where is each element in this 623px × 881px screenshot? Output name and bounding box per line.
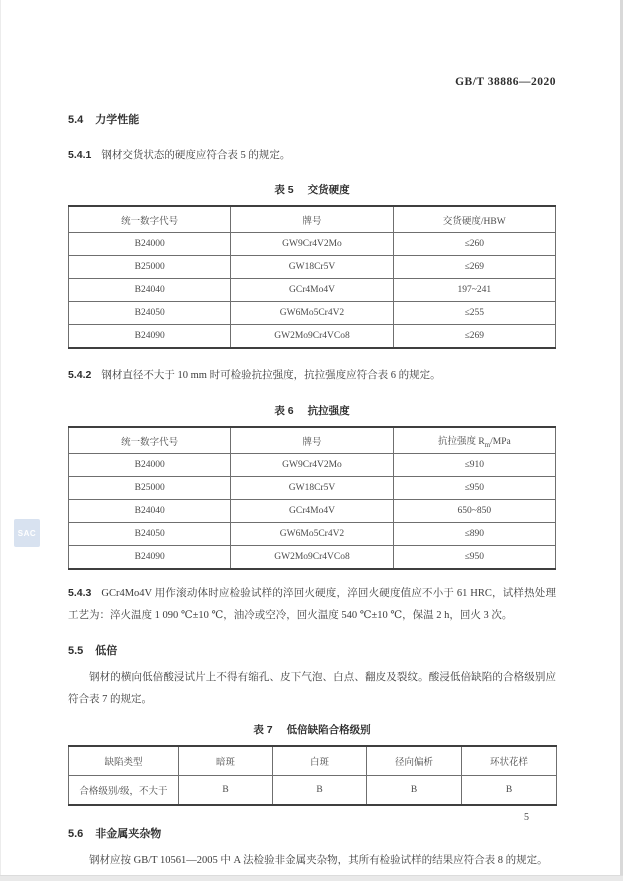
table-caption-title: 交货硬度 bbox=[307, 184, 350, 196]
paragraph-5-6: 钢材应按 GB/T 10561—2005 中 A 法检验非金属夹杂物，其所有检验试样的结果应符合表 8 的规定。 bbox=[89, 855, 548, 866]
table-delivery-hardness bbox=[68, 205, 556, 349]
table-header-row bbox=[69, 206, 556, 233]
table-row bbox=[69, 302, 556, 325]
table-caption-label: 表 5 bbox=[274, 184, 294, 196]
cell-value: ≤269 bbox=[393, 256, 555, 279]
clause-5-4-1 bbox=[68, 144, 556, 167]
table-row bbox=[69, 776, 557, 806]
cell-code: B24050 bbox=[69, 302, 231, 325]
cell-grade: GW9Cr4V2Mo bbox=[231, 233, 393, 256]
cell-code: B24000 bbox=[69, 233, 231, 256]
table-caption-label: 表 6 bbox=[274, 405, 294, 417]
table7-caption bbox=[68, 722, 556, 737]
clause-5-4-2 bbox=[68, 364, 556, 387]
cell-value: ≤950 bbox=[393, 477, 555, 500]
table6-caption bbox=[68, 403, 556, 418]
clause-number: 5.4.3 bbox=[68, 587, 92, 599]
cell-code: B24090 bbox=[69, 546, 231, 570]
column-header: 暗斑 bbox=[179, 746, 273, 776]
table-caption-label: 表 7 bbox=[253, 724, 273, 736]
cell-grade: GW18Cr5V bbox=[231, 256, 393, 279]
section-number: 5.4 bbox=[68, 114, 84, 126]
table5-caption bbox=[68, 182, 556, 197]
cell-value: ≤950 bbox=[393, 546, 555, 570]
cell-code: B24000 bbox=[69, 454, 231, 477]
clause-5-4-3 bbox=[68, 582, 556, 627]
cell-value: B bbox=[367, 776, 462, 806]
table-macrostructure-defects bbox=[68, 745, 557, 806]
column-header: 统一数字代号 bbox=[69, 427, 231, 454]
table-tensile-strength bbox=[68, 426, 556, 570]
table-row bbox=[69, 477, 556, 500]
cell-grade: GW18Cr5V bbox=[231, 477, 393, 500]
cell-code: B24050 bbox=[69, 523, 231, 546]
scan-edge-bottom bbox=[0, 875, 623, 881]
table-row bbox=[69, 233, 556, 256]
column-header: 径向偏析 bbox=[367, 746, 462, 776]
cell-grade: GCr4Mo4V bbox=[231, 500, 393, 523]
cell-code: B24040 bbox=[69, 279, 231, 302]
column-header: 交货硬度/HBW bbox=[393, 206, 555, 233]
strength-header-sub: m bbox=[484, 440, 491, 449]
clause-number: 5.4.2 bbox=[68, 369, 92, 381]
cell-value: ≤260 bbox=[393, 233, 555, 256]
table-caption-title: 抗拉强度 bbox=[307, 405, 350, 417]
cell-value: 650~850 bbox=[393, 500, 555, 523]
strength-header-post: /MPa bbox=[490, 436, 511, 447]
page-content bbox=[68, 0, 556, 872]
section-heading-5-4 bbox=[68, 111, 556, 127]
sac-watermark-badge bbox=[14, 519, 40, 547]
paragraph-5-5: 钢材的横向低倍酸浸试片上不得有缩孔、皮下气泡、白点、翻皮及裂纹。酸浸低倍缺陷的合格级别应符合表 7 的规定。 bbox=[68, 672, 556, 705]
sac-watermark-text: SAC bbox=[17, 528, 37, 538]
section-heading-5-6 bbox=[68, 825, 556, 841]
cell-grade: GCr4Mo4V bbox=[231, 279, 393, 302]
table-row bbox=[69, 500, 556, 523]
cell-value: ≤910 bbox=[393, 454, 555, 477]
table-row bbox=[69, 256, 556, 279]
column-header: 统一数字代号 bbox=[69, 206, 231, 233]
section-title: 低倍 bbox=[95, 645, 118, 657]
standard-number-header: GB/T 38886—2020 bbox=[455, 76, 556, 88]
column-header: 环状花样 bbox=[462, 746, 557, 776]
strength-header-pre: 抗拉强度 R bbox=[437, 436, 485, 447]
column-header: 牌号 bbox=[231, 427, 393, 454]
cell-value: ≤269 bbox=[393, 325, 555, 349]
cell-value: ≤890 bbox=[393, 523, 555, 546]
cell-grade: GW9Cr4V2Mo bbox=[231, 454, 393, 477]
table-row bbox=[69, 325, 556, 349]
section-title: 力学性能 bbox=[95, 114, 140, 126]
cell-grade: GW2Mo9Cr4VCo8 bbox=[231, 546, 393, 570]
cell-grade: GW2Mo9Cr4VCo8 bbox=[231, 325, 393, 349]
scan-edge-left bbox=[0, 0, 1, 881]
clause-text: 钢材直径不大于 10 mm 时可检验抗拉强度，抗拉强度应符合表 6 的规定。 bbox=[101, 370, 441, 381]
table-header-row bbox=[69, 427, 556, 454]
cell-value: B bbox=[462, 776, 557, 806]
cell-row-label: 合格级别/级，不大于 bbox=[69, 776, 179, 806]
clause-text: GCr4Mo4V 用作滚动体时应检验试样的淬回火硬度，淬回火硬度值应不小于 61 HRC，试样热处理工艺为：淬火温度 1 090 ℃±10 ℃，油冷或空冷，回火温度 540 ℃±10 ℃，保温 2 h，回火 3 次。 bbox=[68, 588, 556, 621]
section-heading-5-5 bbox=[68, 642, 556, 658]
clause-text: 钢材交货状态的硬度应符合表 5 的规定。 bbox=[101, 150, 291, 161]
page-number: 5 bbox=[524, 812, 529, 823]
column-header-strength bbox=[393, 427, 555, 454]
cell-code: B25000 bbox=[69, 477, 231, 500]
column-header: 牌号 bbox=[231, 206, 393, 233]
table-header-row bbox=[69, 746, 557, 776]
table-caption-title: 低倍缺陷合格级别 bbox=[286, 724, 371, 736]
cell-grade: GW6Mo5Cr4V2 bbox=[231, 302, 393, 325]
cell-value: 197~241 bbox=[393, 279, 555, 302]
section-number: 5.5 bbox=[68, 645, 84, 657]
cell-code: B24090 bbox=[69, 325, 231, 349]
cell-code: B25000 bbox=[69, 256, 231, 279]
cell-value: B bbox=[179, 776, 273, 806]
table-row bbox=[69, 454, 556, 477]
column-header: 缺陷类型 bbox=[69, 746, 179, 776]
section-number: 5.6 bbox=[68, 828, 84, 840]
cell-grade: GW6Mo5Cr4V2 bbox=[231, 523, 393, 546]
cell-value: ≤255 bbox=[393, 302, 555, 325]
clause-number: 5.4.1 bbox=[68, 149, 92, 161]
cell-code: B24040 bbox=[69, 500, 231, 523]
table-row bbox=[69, 523, 556, 546]
section-title: 非金属夹杂物 bbox=[95, 828, 162, 840]
table-row bbox=[69, 279, 556, 302]
column-header: 白斑 bbox=[273, 746, 367, 776]
table-row bbox=[69, 546, 556, 570]
cell-value: B bbox=[273, 776, 367, 806]
